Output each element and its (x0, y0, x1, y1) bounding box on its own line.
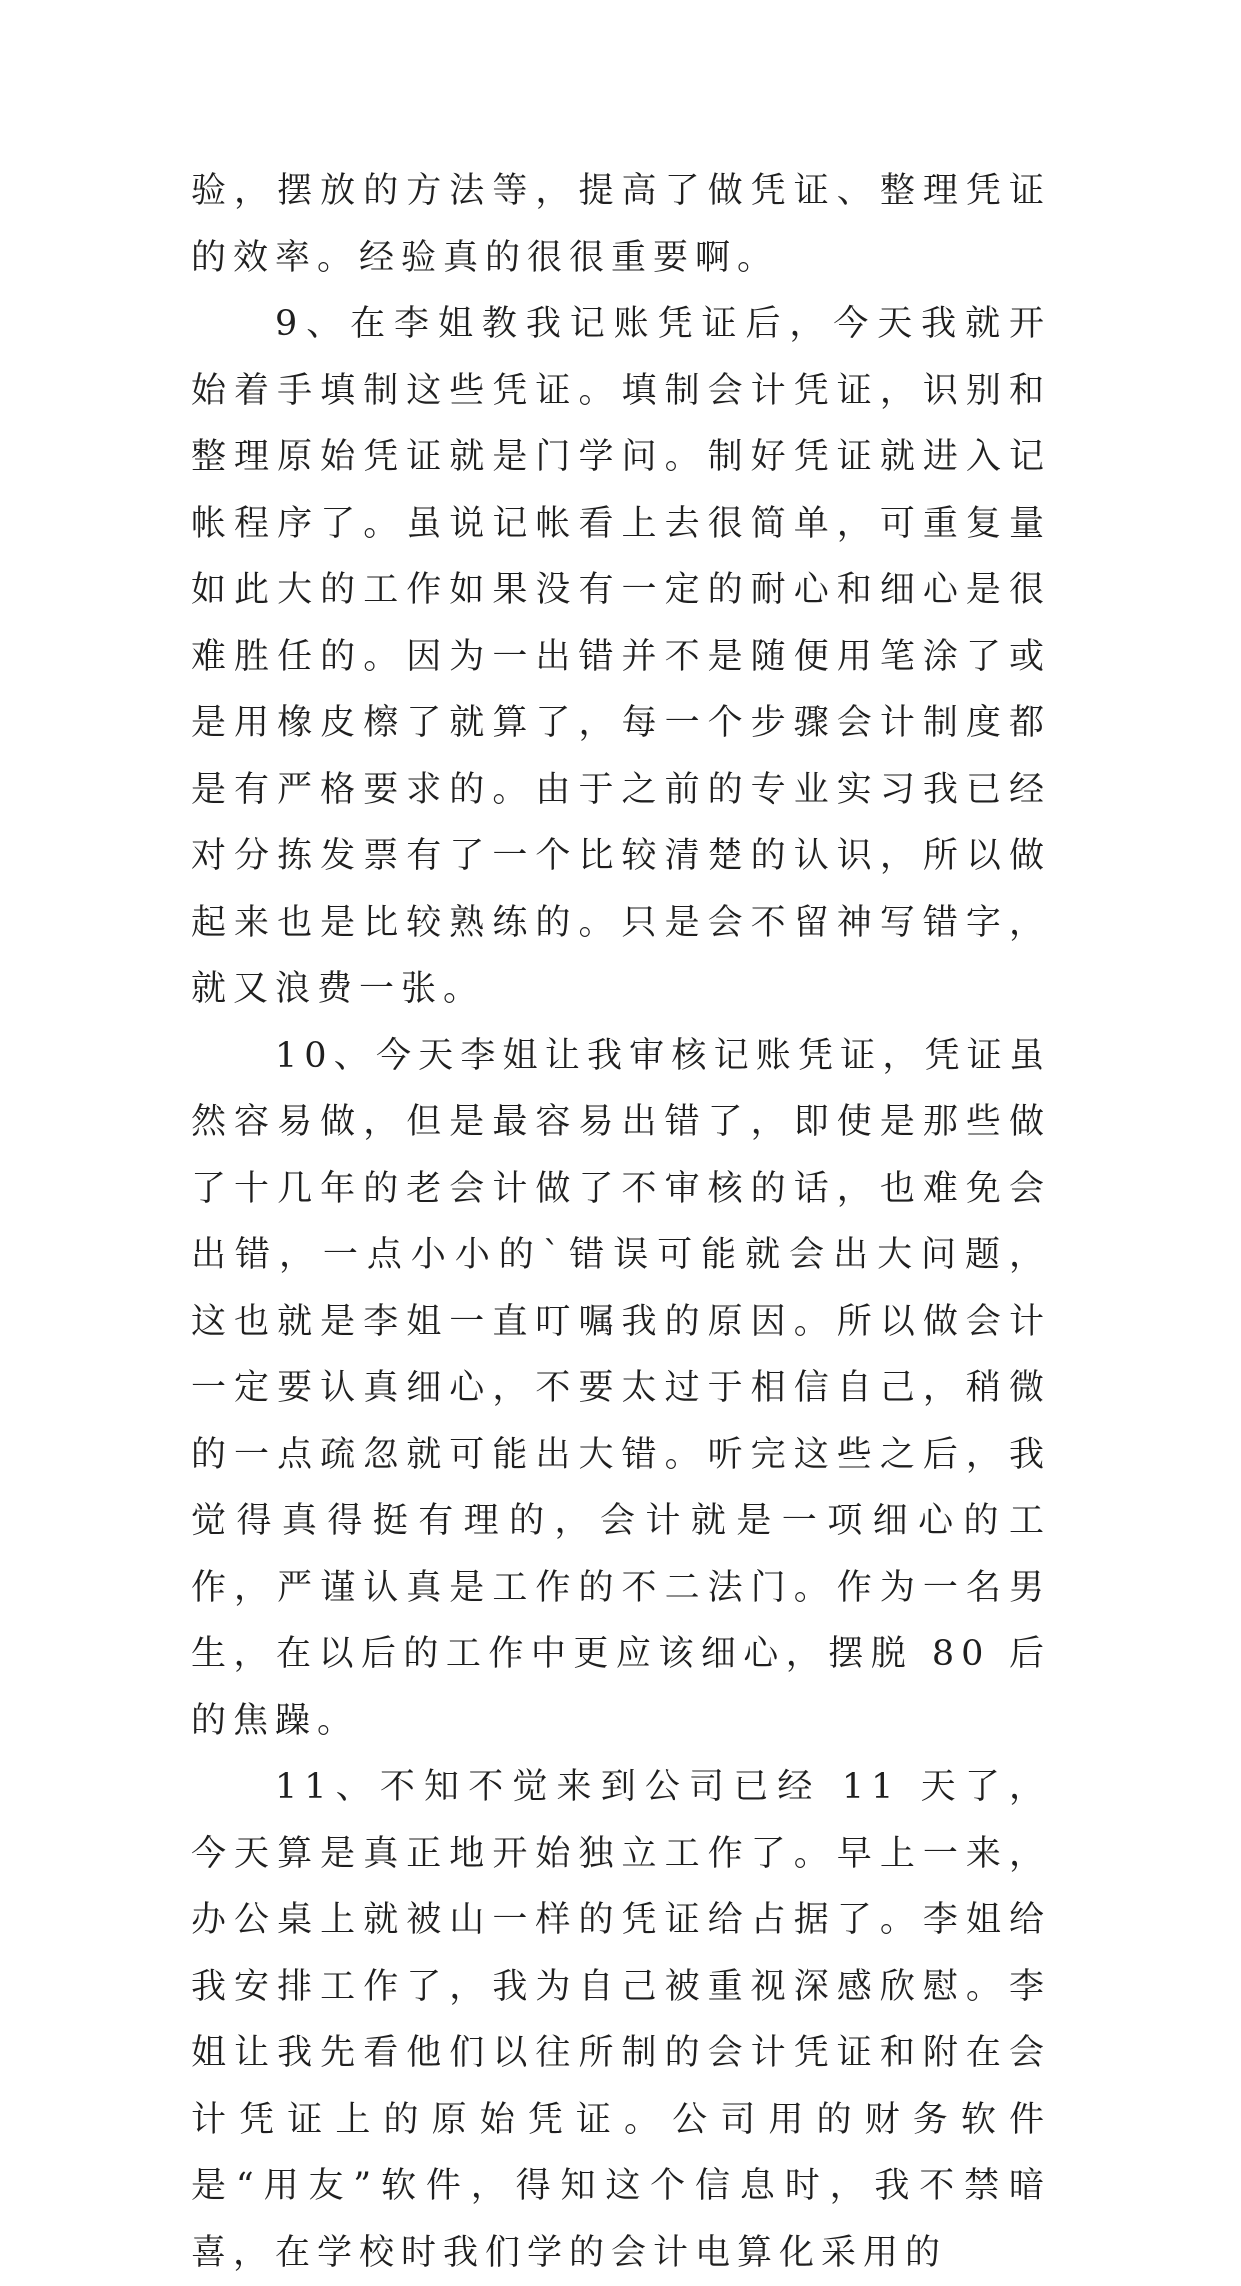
body-text (191, 158, 1051, 2286)
paragraph-item-9: 9、在李姐教我记账凭证后，今天我就开始着手填制这些凭证。填制会计凭证，识别和整理原始凭证就是门学问。制好凭证就进入记帐程序了。虽说记帐看上去很简单，可重复量如此大的工作如果没有一定的耐心和细心是很难胜任的。因为一出错并不是随便用笔涂了或是用橡皮檫了就算了，每一个步骤会计制度都是有严格要求的。由于之前的专业实习我已经对分拣发票有了一个比较清楚的认识，所以做起来也是比较熟练的。只是会不留神写错字，就又浪费一张。 (191, 304, 1051, 1009)
paragraph-continued: 验，摆放的方法等，提高了做凭证、整理凭证的效率。经验真的很很重要啊。 (191, 171, 1051, 278)
paragraph-item-10: 10、今天李姐让我审核记账凭证，凭证虽然容易做，但是最容易出错了，即使是那些做了十几年的老会计做了不审核的话，也难免会出错，一点小小的`错误可能就会出大问题，这也就是李姐一直叮嘱我的原因。所以做会计一定要认真细心，不要太过于相信自己，稍微的一点疏忽就可能出大错。听完这些之后，我觉得真得挺有理的，会计就是一项细心的工作，严谨认真是工作的不二法门。作为一名男生，在以后的工作中更应该细心，摆脱 80 后的焦躁。 (191, 1035, 1051, 1741)
paragraph-item-11: 11、不知不觉来到公司已经 11 天了，今天算是真正地开始独立工作了。早上一来，办公桌上就被山一样的凭证给占据了。李姐给我安排工作了，我为自己被重视深感欣慰。李姐让我先看他们以往所制的会计凭证和附在会计凭证上的原始凭证。公司用的财务软件是“用友”软件，得知这个信息时，我不禁暗喜，在学校时我们学的会计电算化采用的 (191, 1767, 1051, 2273)
